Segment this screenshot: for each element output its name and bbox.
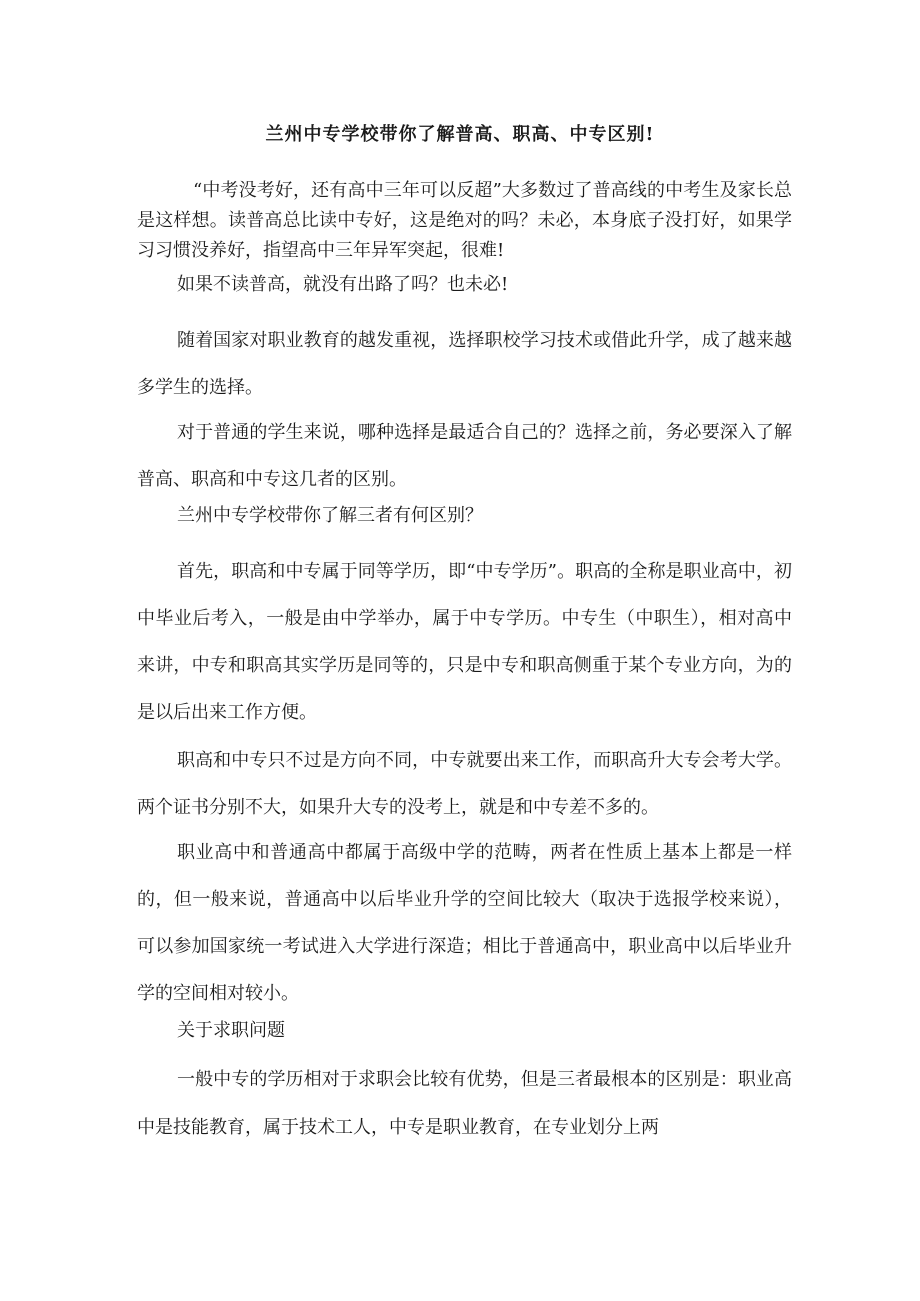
- paragraph-8: 职业高中和普通高中都属于高级中学的范畴，两者在性质上基本上都是一样的，但一般来说，普通高中以后毕业升学的空间比较大（取决于选报学校来说），可以参加国家统一考试进入大学进行深造；相比于普通高中，职业高中以后毕业升学的空间相对较小。: [137, 842, 792, 1004]
- paragraph-3: 随着国家对职业教育的越发重视，选择职校学习技术或借此升学，成了越来越多学生的选择。: [137, 330, 792, 398]
- section-heading: 关于求职问题: [177, 1020, 285, 1041]
- document-title: 兰州中专学校带你了解普高、职高、中专区别!: [265, 124, 655, 145]
- paragraph-2: 如果不读普高，就没有出路了吗？也未必!: [177, 274, 509, 295]
- paragraph-1: “中考没考好，还有高中三年可以反超”大多数过了普高线的中考生及家长总是这样想。读普高总比读中专好，这是绝对的吗？未必，本身底子没打好，如果学习习惯没养好，指望高中三年异军突起，很难!: [137, 180, 792, 261]
- paragraph-6: 首先，职高和中专属于同等学历，即“中专学历”。职高的全称是职业高中，初中毕业后考入，一般是由中学举办，属于中专学历。中专生（中职生），相对高中来讲，中专和职高其实学历是同等的，只是中专和职高侧重于某个专业方向，为的是以后出来工作方便。: [137, 561, 792, 723]
- paragraph-4: 对于普通的学生来说，哪种选择是最适合自己的？选择之前，务必要深入了解普高、职高和中专这几者的区别。: [137, 422, 792, 490]
- paragraph-7: 职高和中专只不过是方向不同，中专就要出来工作，而职高升大专会考大学。两个证书分别不大，如果升大专的没考上，就是和中专差不多的。: [137, 750, 792, 818]
- paragraph-5: 兰州中专学校带你了解三者有何区别？: [177, 505, 483, 526]
- paragraph-9: 一般中专的学历相对于求职会比较有优势，但是三者最根本的区别是：职业高中是技能教育，属于技术工人，中专是职业教育，在专业划分上两: [137, 1069, 792, 1138]
